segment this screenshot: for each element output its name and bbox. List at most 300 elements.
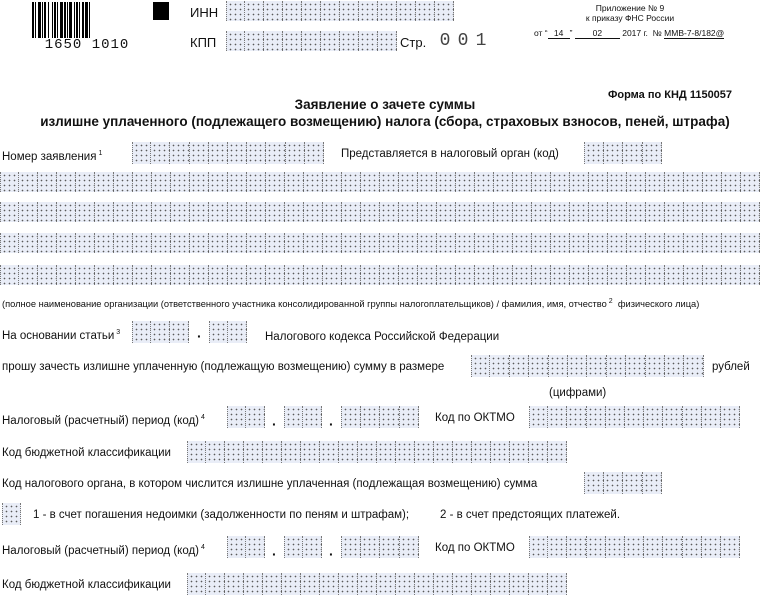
- input-cell[interactable]: [456, 172, 475, 192]
- input-cell[interactable]: [284, 536, 303, 558]
- input-cell[interactable]: [529, 406, 548, 428]
- input-cell[interactable]: [285, 202, 304, 222]
- input-cell[interactable]: [684, 233, 703, 253]
- input-cell[interactable]: [741, 265, 760, 285]
- input-cell[interactable]: [625, 536, 644, 558]
- input-cell[interactable]: [0, 233, 19, 253]
- input-cell[interactable]: [491, 573, 510, 595]
- input-cell[interactable]: [209, 202, 228, 222]
- input-cell[interactable]: [132, 321, 151, 343]
- input-cell[interactable]: [323, 202, 342, 222]
- input-cell[interactable]: [399, 202, 418, 222]
- input-cell[interactable]: [475, 265, 494, 285]
- input-cell[interactable]: [532, 265, 551, 285]
- input-cell[interactable]: [361, 265, 380, 285]
- input-cell[interactable]: [114, 172, 133, 192]
- input-cell[interactable]: [399, 265, 418, 285]
- input-cell[interactable]: [342, 202, 361, 222]
- input-cell[interactable]: [684, 202, 703, 222]
- input-cell[interactable]: [226, 31, 245, 51]
- input-cell[interactable]: [283, 31, 302, 51]
- input-cell[interactable]: [246, 406, 265, 428]
- input-cell[interactable]: [263, 441, 282, 463]
- input-cell[interactable]: [397, 1, 416, 21]
- input-cell[interactable]: [342, 265, 361, 285]
- input-cell[interactable]: [722, 233, 741, 253]
- input-cell[interactable]: [741, 202, 760, 222]
- input-cell[interactable]: [228, 233, 247, 253]
- input-cell[interactable]: [437, 172, 456, 192]
- oktmo-field[interactable]: [529, 406, 740, 428]
- input-cell[interactable]: [703, 172, 722, 192]
- input-cell[interactable]: [643, 472, 663, 494]
- input-cell[interactable]: [225, 573, 244, 595]
- input-cell[interactable]: [589, 233, 608, 253]
- input-cell[interactable]: [684, 172, 703, 192]
- input-cell[interactable]: [301, 441, 320, 463]
- input-cell[interactable]: [266, 172, 285, 192]
- input-cell[interactable]: [567, 406, 586, 428]
- input-cell[interactable]: [703, 265, 722, 285]
- input-cell[interactable]: [359, 1, 378, 21]
- input-cell[interactable]: [570, 233, 589, 253]
- article-number-field[interactable]: [132, 321, 189, 343]
- input-cell[interactable]: [247, 233, 266, 253]
- input-cell[interactable]: [304, 265, 323, 285]
- input-cell[interactable]: [456, 265, 475, 285]
- input-cell[interactable]: [548, 573, 567, 595]
- input-cell[interactable]: [491, 441, 510, 463]
- input-cell[interactable]: [361, 172, 380, 192]
- input-cell[interactable]: [627, 265, 646, 285]
- input-cell[interactable]: [532, 172, 551, 192]
- input-cell[interactable]: [76, 202, 95, 222]
- input-cell[interactable]: [152, 202, 171, 222]
- input-cell[interactable]: [587, 406, 606, 428]
- input-cell[interactable]: [323, 233, 342, 253]
- tax-period-2-number-field[interactable]: [284, 536, 322, 558]
- input-cell[interactable]: [587, 355, 606, 377]
- input-cell[interactable]: [190, 142, 209, 164]
- input-cell[interactable]: [209, 142, 228, 164]
- input-cell[interactable]: [339, 573, 358, 595]
- input-cell[interactable]: [702, 536, 721, 558]
- input-cell[interactable]: [380, 406, 400, 428]
- input-cell[interactable]: [608, 233, 627, 253]
- input-cell[interactable]: [19, 233, 38, 253]
- input-cell[interactable]: [665, 202, 684, 222]
- org-name-row-2[interactable]: [0, 202, 760, 222]
- input-cell[interactable]: [646, 202, 665, 222]
- input-cell[interactable]: [606, 406, 625, 428]
- input-cell[interactable]: [151, 142, 170, 164]
- input-cell[interactable]: [263, 573, 282, 595]
- input-cell[interactable]: [475, 233, 494, 253]
- input-cell[interactable]: [305, 142, 324, 164]
- input-cell[interactable]: [266, 265, 285, 285]
- input-cell[interactable]: [437, 233, 456, 253]
- input-cell[interactable]: [152, 172, 171, 192]
- org-name-row-4[interactable]: [0, 265, 760, 285]
- input-cell[interactable]: [2, 503, 21, 525]
- input-cell[interactable]: [209, 233, 228, 253]
- input-cell[interactable]: [510, 573, 529, 595]
- input-cell[interactable]: [206, 573, 225, 595]
- input-cell[interactable]: [190, 172, 209, 192]
- input-cell[interactable]: [437, 202, 456, 222]
- input-cell[interactable]: [247, 265, 266, 285]
- input-cell[interactable]: [358, 441, 377, 463]
- input-cell[interactable]: [245, 1, 264, 21]
- input-cell[interactable]: [378, 1, 397, 21]
- input-cell[interactable]: [358, 573, 377, 595]
- input-cell[interactable]: [244, 573, 263, 595]
- input-cell[interactable]: [246, 536, 265, 558]
- input-cell[interactable]: [321, 31, 340, 51]
- input-cell[interactable]: [532, 202, 551, 222]
- input-cell[interactable]: [435, 1, 454, 21]
- input-cell[interactable]: [339, 441, 358, 463]
- input-cell[interactable]: [378, 31, 397, 51]
- input-cell[interactable]: [133, 233, 152, 253]
- input-cell[interactable]: [551, 202, 570, 222]
- input-cell[interactable]: [133, 202, 152, 222]
- input-cell[interactable]: [513, 202, 532, 222]
- input-cell[interactable]: [589, 172, 608, 192]
- input-cell[interactable]: [722, 172, 741, 192]
- input-cell[interactable]: [606, 536, 625, 558]
- input-cell[interactable]: [171, 233, 190, 253]
- input-cell[interactable]: [570, 265, 589, 285]
- input-cell[interactable]: [361, 202, 380, 222]
- input-cell[interactable]: [513, 265, 532, 285]
- input-cell[interactable]: [471, 355, 490, 377]
- input-cell[interactable]: [604, 472, 624, 494]
- input-cell[interactable]: [19, 265, 38, 285]
- input-cell[interactable]: [361, 233, 380, 253]
- input-cell[interactable]: [57, 172, 76, 192]
- input-cell[interactable]: [400, 536, 420, 558]
- input-cell[interactable]: [434, 441, 453, 463]
- input-cell[interactable]: [323, 172, 342, 192]
- input-cell[interactable]: [228, 202, 247, 222]
- input-cell[interactable]: [415, 441, 434, 463]
- input-cell[interactable]: [665, 233, 684, 253]
- input-cell[interactable]: [396, 441, 415, 463]
- input-cell[interactable]: [19, 202, 38, 222]
- input-cell[interactable]: [684, 265, 703, 285]
- input-cell[interactable]: [171, 265, 190, 285]
- input-cell[interactable]: [264, 1, 283, 21]
- input-cell[interactable]: [568, 355, 587, 377]
- input-cell[interactable]: [377, 441, 396, 463]
- input-cell[interactable]: [244, 441, 263, 463]
- input-cell[interactable]: [644, 536, 663, 558]
- input-cell[interactable]: [285, 265, 304, 285]
- input-cell[interactable]: [266, 202, 285, 222]
- input-cell[interactable]: [57, 202, 76, 222]
- oktmo-2-field[interactable]: [529, 536, 740, 558]
- input-cell[interactable]: [646, 172, 665, 192]
- input-cell[interactable]: [604, 142, 624, 164]
- offset-option-field[interactable]: [2, 503, 21, 525]
- input-cell[interactable]: [266, 233, 285, 253]
- input-cell[interactable]: [587, 536, 606, 558]
- input-cell[interactable]: [741, 233, 760, 253]
- input-cell[interactable]: [247, 172, 266, 192]
- input-cell[interactable]: [416, 1, 435, 21]
- input-cell[interactable]: [665, 172, 684, 192]
- tax-period-2-year-field[interactable]: [341, 536, 419, 558]
- input-cell[interactable]: [665, 265, 684, 285]
- amount-field[interactable]: [471, 355, 704, 377]
- input-cell[interactable]: [529, 573, 548, 595]
- input-cell[interactable]: [340, 31, 359, 51]
- input-cell[interactable]: [722, 202, 741, 222]
- input-cell[interactable]: [608, 265, 627, 285]
- input-cell[interactable]: [76, 233, 95, 253]
- input-cell[interactable]: [282, 573, 301, 595]
- input-cell[interactable]: [494, 172, 513, 192]
- input-cell[interactable]: [206, 441, 225, 463]
- input-cell[interactable]: [529, 355, 548, 377]
- input-cell[interactable]: [510, 441, 529, 463]
- input-cell[interactable]: [380, 233, 399, 253]
- input-cell[interactable]: [475, 202, 494, 222]
- input-cell[interactable]: [549, 355, 568, 377]
- input-cell[interactable]: [644, 406, 663, 428]
- input-cell[interactable]: [133, 172, 152, 192]
- input-cell[interactable]: [529, 536, 548, 558]
- input-cell[interactable]: [418, 172, 437, 192]
- input-cell[interactable]: [607, 355, 626, 377]
- input-cell[interactable]: [38, 233, 57, 253]
- input-cell[interactable]: [494, 202, 513, 222]
- input-cell[interactable]: [187, 441, 206, 463]
- input-cell[interactable]: [342, 172, 361, 192]
- input-cell[interactable]: [475, 172, 494, 192]
- input-cell[interactable]: [584, 472, 604, 494]
- input-cell[interactable]: [532, 233, 551, 253]
- input-cell[interactable]: [76, 172, 95, 192]
- org-name-row-1[interactable]: [0, 172, 760, 192]
- input-cell[interactable]: [321, 1, 340, 21]
- input-cell[interactable]: [453, 441, 472, 463]
- input-cell[interactable]: [380, 172, 399, 192]
- input-cell[interactable]: [341, 406, 361, 428]
- input-cell[interactable]: [38, 202, 57, 222]
- input-cell[interactable]: [646, 233, 665, 253]
- input-cell[interactable]: [627, 172, 646, 192]
- input-cell[interactable]: [548, 536, 567, 558]
- input-cell[interactable]: [377, 573, 396, 595]
- input-cell[interactable]: [683, 406, 702, 428]
- input-cell[interactable]: [665, 355, 684, 377]
- input-cell[interactable]: [472, 441, 491, 463]
- input-cell[interactable]: [434, 573, 453, 595]
- input-cell[interactable]: [703, 202, 722, 222]
- input-cell[interactable]: [228, 265, 247, 285]
- input-cell[interactable]: [38, 172, 57, 192]
- input-cell[interactable]: [361, 406, 381, 428]
- input-cell[interactable]: [209, 172, 228, 192]
- org-name-row-3[interactable]: [0, 233, 760, 253]
- input-cell[interactable]: [152, 265, 171, 285]
- input-cell[interactable]: [284, 406, 303, 428]
- input-cell[interactable]: [627, 233, 646, 253]
- input-cell[interactable]: [320, 441, 339, 463]
- input-cell[interactable]: [283, 1, 302, 21]
- input-cell[interactable]: [133, 265, 152, 285]
- input-cell[interactable]: [0, 265, 19, 285]
- input-cell[interactable]: [399, 172, 418, 192]
- input-cell[interactable]: [0, 172, 19, 192]
- input-cell[interactable]: [57, 265, 76, 285]
- input-cell[interactable]: [608, 172, 627, 192]
- input-cell[interactable]: [529, 441, 548, 463]
- input-cell[interactable]: [702, 406, 721, 428]
- input-cell[interactable]: [437, 265, 456, 285]
- input-cell[interactable]: [472, 573, 491, 595]
- application-number-field[interactable]: [132, 142, 324, 164]
- input-cell[interactable]: [228, 142, 247, 164]
- input-cell[interactable]: [380, 202, 399, 222]
- input-cell[interactable]: [570, 202, 589, 222]
- input-cell[interactable]: [302, 1, 321, 21]
- input-cell[interactable]: [114, 265, 133, 285]
- input-cell[interactable]: [285, 172, 304, 192]
- input-cell[interactable]: [285, 233, 304, 253]
- input-cell[interactable]: [247, 142, 266, 164]
- input-cell[interactable]: [95, 172, 114, 192]
- input-cell[interactable]: [151, 321, 170, 343]
- input-cell[interactable]: [551, 172, 570, 192]
- input-cell[interactable]: [286, 142, 305, 164]
- input-cell[interactable]: [302, 31, 321, 51]
- input-cell[interactable]: [0, 202, 19, 222]
- tax-period-number-field[interactable]: [284, 406, 322, 428]
- input-cell[interactable]: [415, 573, 434, 595]
- overpaid-authority-field[interactable]: [584, 472, 662, 494]
- input-cell[interactable]: [741, 172, 760, 192]
- input-cell[interactable]: [589, 265, 608, 285]
- input-cell[interactable]: [548, 406, 567, 428]
- tax-period-year-field[interactable]: [341, 406, 419, 428]
- input-cell[interactable]: [170, 142, 189, 164]
- input-cell[interactable]: [301, 573, 320, 595]
- input-cell[interactable]: [418, 233, 437, 253]
- input-cell[interactable]: [170, 321, 189, 343]
- input-cell[interactable]: [190, 202, 209, 222]
- kbk-field[interactable]: [187, 441, 567, 463]
- input-cell[interactable]: [171, 172, 190, 192]
- input-cell[interactable]: [380, 265, 399, 285]
- input-cell[interactable]: [551, 265, 570, 285]
- input-cell[interactable]: [399, 233, 418, 253]
- input-cell[interactable]: [228, 172, 247, 192]
- input-cell[interactable]: [418, 265, 437, 285]
- input-cell[interactable]: [722, 265, 741, 285]
- input-cell[interactable]: [114, 233, 133, 253]
- input-cell[interactable]: [152, 233, 171, 253]
- input-cell[interactable]: [683, 536, 702, 558]
- input-cell[interactable]: [227, 406, 246, 428]
- input-cell[interactable]: [567, 536, 586, 558]
- input-cell[interactable]: [57, 233, 76, 253]
- input-cell[interactable]: [400, 406, 420, 428]
- input-cell[interactable]: [608, 202, 627, 222]
- input-cell[interactable]: [95, 233, 114, 253]
- input-cell[interactable]: [342, 233, 361, 253]
- input-cell[interactable]: [584, 142, 604, 164]
- input-cell[interactable]: [626, 355, 645, 377]
- input-cell[interactable]: [646, 265, 665, 285]
- input-cell[interactable]: [623, 472, 643, 494]
- input-cell[interactable]: [623, 142, 643, 164]
- input-cell[interactable]: [663, 536, 682, 558]
- input-cell[interactable]: [114, 202, 133, 222]
- input-cell[interactable]: [453, 573, 472, 595]
- input-cell[interactable]: [304, 202, 323, 222]
- input-cell[interactable]: [304, 172, 323, 192]
- input-cell[interactable]: [190, 233, 209, 253]
- input-cell[interactable]: [548, 441, 567, 463]
- input-cell[interactable]: [570, 172, 589, 192]
- input-cell[interactable]: [513, 233, 532, 253]
- input-cell[interactable]: [721, 536, 740, 558]
- tax-period-2-type-field[interactable]: [227, 536, 265, 558]
- input-cell[interactable]: [303, 406, 322, 428]
- input-cell[interactable]: [190, 265, 209, 285]
- input-cell[interactable]: [361, 536, 381, 558]
- inn-field[interactable]: [226, 1, 454, 21]
- input-cell[interactable]: [227, 536, 246, 558]
- tax-period-type-field[interactable]: [227, 406, 265, 428]
- input-cell[interactable]: [646, 355, 665, 377]
- tax-authority-field[interactable]: [584, 142, 662, 164]
- input-cell[interactable]: [490, 355, 509, 377]
- input-cell[interactable]: [264, 31, 283, 51]
- input-cell[interactable]: [380, 536, 400, 558]
- input-cell[interactable]: [19, 172, 38, 192]
- input-cell[interactable]: [551, 233, 570, 253]
- input-cell[interactable]: [209, 265, 228, 285]
- input-cell[interactable]: [589, 202, 608, 222]
- input-cell[interactable]: [226, 1, 245, 21]
- input-cell[interactable]: [225, 441, 244, 463]
- input-cell[interactable]: [132, 142, 151, 164]
- input-cell[interactable]: [625, 406, 644, 428]
- input-cell[interactable]: [359, 31, 378, 51]
- input-cell[interactable]: [510, 355, 529, 377]
- input-cell[interactable]: [209, 321, 228, 343]
- input-cell[interactable]: [456, 202, 475, 222]
- input-cell[interactable]: [684, 355, 703, 377]
- kbk-2-field[interactable]: [187, 573, 567, 595]
- input-cell[interactable]: [627, 202, 646, 222]
- input-cell[interactable]: [323, 265, 342, 285]
- input-cell[interactable]: [721, 406, 740, 428]
- article-subpart-field[interactable]: [209, 321, 247, 343]
- input-cell[interactable]: [340, 1, 359, 21]
- input-cell[interactable]: [341, 536, 361, 558]
- input-cell[interactable]: [76, 265, 95, 285]
- input-cell[interactable]: [266, 142, 285, 164]
- input-cell[interactable]: [303, 536, 322, 558]
- input-cell[interactable]: [494, 265, 513, 285]
- input-cell[interactable]: [304, 233, 323, 253]
- input-cell[interactable]: [95, 265, 114, 285]
